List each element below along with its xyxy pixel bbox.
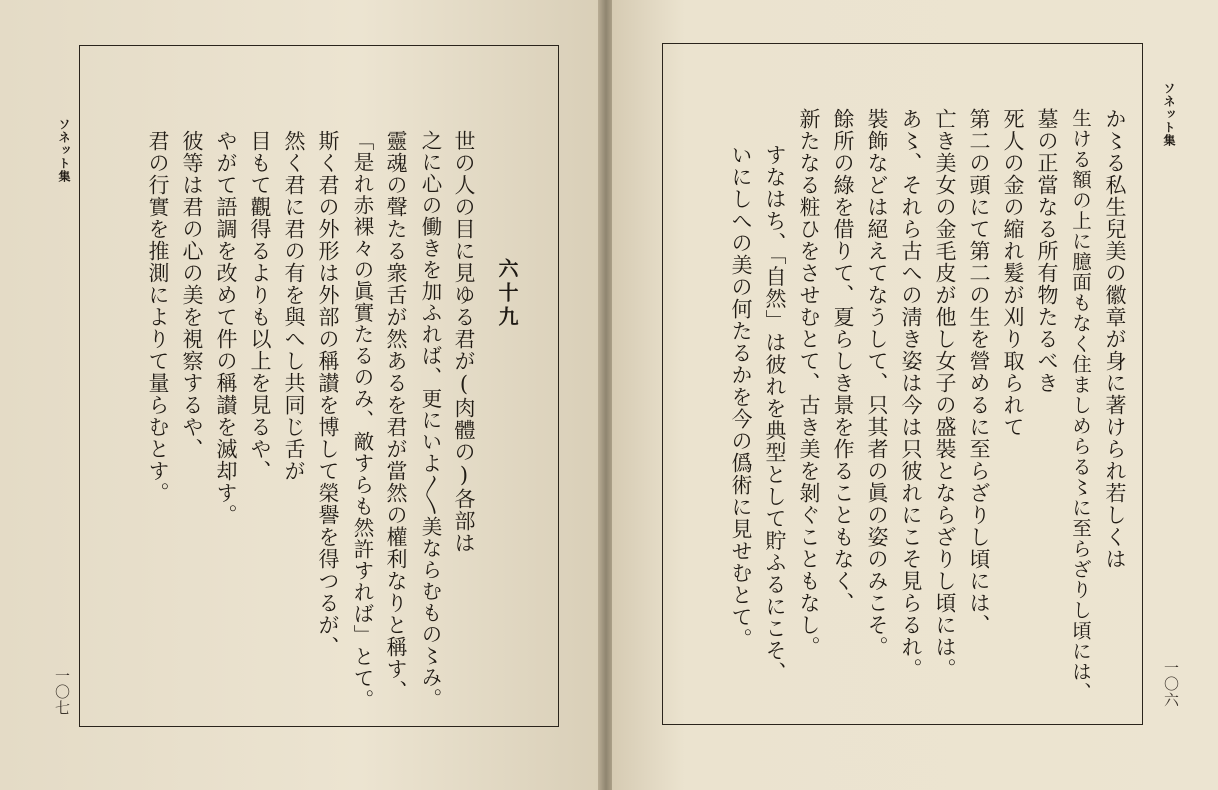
right-line-6: 亡き美女の金毛皮が他し女子の盛裝とならざりし頃には。 <box>933 108 957 680</box>
right-line-3: 墓の正當なる所有物たるべき <box>1035 108 1059 394</box>
right-line-9: 餘所の綠を借りて、夏らしき景を作ることもなく、 <box>831 108 855 614</box>
left-line-6: 然く君に君の有を與へし共同じ舌が <box>282 130 306 482</box>
left-running-header: ソネット集 <box>57 118 71 183</box>
left-line-5: 斯く君の外形は外部の稱讃を博して榮譽を得つるが、 <box>316 130 340 658</box>
right-line-5: 第二の頭にて第二の生を營めるに至らざりし頃には、 <box>967 108 991 636</box>
left-line-7: 目もて觀得るよりも以上を見るや、 <box>248 130 272 482</box>
left-line-1: 世の人の目に見ゆる君が(肉體の)各部は <box>452 130 476 554</box>
left-line-2: 之に心の働きを加ふれば、更にいよ〳〵美ならむもの〻み。 <box>418 130 442 710</box>
right-line-1: か〻る私生兒美の徽章が身に著けられ若しくは <box>1103 108 1127 570</box>
left-line-9: 彼等は君の心の美を視察するや、 <box>180 130 204 460</box>
right-page <box>612 0 1218 790</box>
left-line-4: 「是れ赤裸々の眞實たるのみ、敵すらも然許すれば」とて。 <box>350 130 374 711</box>
right-page-number: 一〇六 <box>1162 660 1180 708</box>
right-line-8: 裝飾などは絕えてなうして、只其者の眞の姿のみこそ。 <box>865 108 889 658</box>
sonnet-title: 六十九 <box>495 258 519 330</box>
left-line-3: 靈魂の聲たる衆舌が然あるを君が當然の權利なりと稱す、 <box>384 130 408 702</box>
right-running-header: ソネット集 <box>1162 82 1176 147</box>
right-line-10: 新たなる粧ひをさせむとて、古き美を剝ぐこともなし。 <box>797 108 821 658</box>
right-line-2: 生ける額の上に臆面もなく住ましめらる〻に至らざりし頃には、 <box>1069 108 1092 703</box>
left-line-10: 君の行實を推測によりて量らむとす。 <box>146 130 170 504</box>
right-line-11: すなはち、「自然」は彼れを典型として貯ふるにこそ、 <box>763 144 787 684</box>
right-line-12: いにしへの美の何たるかを今の僞術に見せむとて。 <box>729 144 753 650</box>
right-line-4: 死人の金の縮れ髮が刈り取られて <box>1001 108 1025 438</box>
left-page-number: 一〇七 <box>53 668 71 716</box>
left-line-8: やがて語調を改めて件の稱讃を滅却す。 <box>214 130 238 526</box>
left-page <box>0 0 600 790</box>
right-line-7: あ〻、それら古への淸き姿は今は只彼れにこそ見らるれ。 <box>899 108 923 680</box>
